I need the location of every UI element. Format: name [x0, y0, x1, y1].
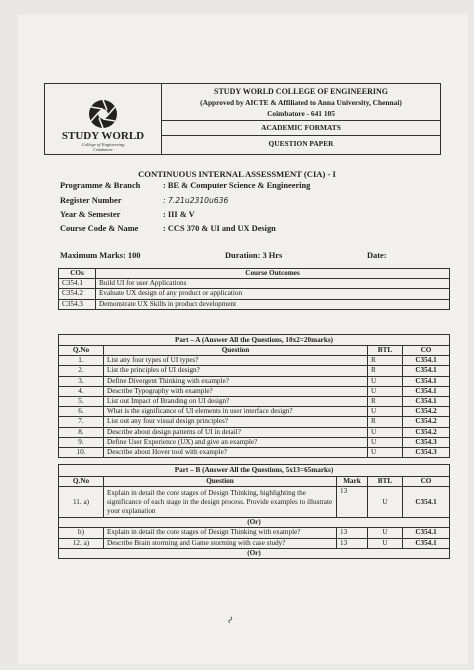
btl-level: U [368, 427, 403, 437]
co-code: C354.1 [403, 396, 450, 406]
co-code: C354.2 [403, 427, 450, 437]
co-code: C354.1 [403, 528, 450, 538]
logo-tagline: College of Engineering [81, 142, 125, 147]
table-cell: C354.2 [59, 289, 96, 299]
question-number: 4. [59, 386, 104, 396]
question-text: Explain in detail the core stages of Design Thinking with example? [104, 528, 337, 538]
logo-location: Coimbatore [93, 147, 113, 152]
question-text: Describe Typography with example? [104, 386, 368, 396]
btl-level: U [368, 487, 403, 518]
course-outcomes-table [58, 268, 450, 310]
co-code: C354.2 [403, 417, 450, 427]
co-code: C354.1 [403, 356, 450, 366]
table-cell: C354.3 [59, 299, 96, 309]
question-text: Define User Experience (UX) and give an example? [104, 437, 368, 447]
table-row [59, 289, 450, 299]
btl-level: U [368, 528, 403, 538]
table-header-row [59, 477, 450, 487]
question-number: 6. [59, 407, 104, 417]
table-row [59, 299, 450, 309]
table-header: Question [104, 477, 337, 487]
question-number: 2. [59, 366, 104, 376]
page-mark: ~ [221, 612, 239, 627]
college-logo [45, 84, 162, 154]
question-text: List out Impact of Branding on UI design? [104, 396, 368, 406]
question-text: Explain in detail the core stages of Design Thinking, highlighting the significance of each stage in the design process. Provide examples to illustrate your explanation [104, 487, 337, 518]
table-header: Q.No [59, 477, 104, 487]
field-label-year: Year & Semester [60, 210, 121, 219]
table-header: CO [403, 477, 450, 487]
co-code: C354.3 [403, 447, 450, 457]
co-code: C354.1 [403, 376, 450, 386]
table-row [59, 528, 450, 538]
btl-level: U [368, 538, 403, 548]
question-text: Define Divergent Thinking with example? [104, 376, 368, 386]
co-code: C354.1 [403, 538, 450, 548]
co-code: C354.3 [403, 437, 450, 447]
table-row [59, 447, 450, 457]
table-row [59, 356, 450, 366]
btl-level: U [368, 437, 403, 447]
question-number: 10. [59, 447, 104, 457]
table-header: CO [403, 346, 450, 356]
table-header: COs [59, 269, 96, 279]
co-code: C354.1 [403, 366, 450, 376]
marks: 13 [337, 538, 368, 548]
table-row [59, 538, 450, 548]
table-row [59, 427, 450, 437]
btl-level: U [368, 407, 403, 417]
btl-level: R [368, 356, 403, 366]
co-code: C354.1 [403, 386, 450, 396]
table-header: Question [104, 346, 368, 356]
college-approval: (Approved by AICTE & Affiliated to Anna University, Chennai) [200, 98, 402, 107]
marks: 13 [337, 487, 368, 518]
btl-level: R [368, 366, 403, 376]
table-cell: C354.1 [59, 279, 96, 289]
document-type-label: QUESTION PAPER [268, 139, 334, 148]
btl-level: U [368, 386, 403, 396]
table-header-row [59, 346, 450, 356]
co-code: C354.2 [403, 407, 450, 417]
question-text: List the principles of UI design? [104, 366, 368, 376]
question-number: 5. [59, 396, 104, 406]
btl-level: U [368, 376, 403, 386]
table-row [59, 487, 450, 518]
table-row [59, 386, 450, 396]
field-value-course: : CCS 370 & UI and UX Design [163, 224, 276, 233]
question-number: 1. [59, 356, 104, 366]
table-row [59, 407, 450, 417]
btl-level: R [368, 396, 403, 406]
question-number: 12. a) [59, 538, 104, 548]
table-header: Mark [337, 477, 368, 487]
btl-level: R [368, 417, 403, 427]
max-marks: Maximum Marks: 100 [60, 251, 141, 260]
table-row [59, 437, 450, 447]
duration: Duration: 3 Hrs [225, 251, 283, 260]
table-header: Course Outcomes [96, 269, 450, 279]
table-header: BTL [368, 346, 403, 356]
question-number: 8. [59, 427, 104, 437]
or-separator: (Or) [59, 548, 450, 558]
marks: 13 [337, 528, 368, 538]
college-location: Coimbatore - 641 105 [267, 109, 335, 118]
question-number: b) [59, 528, 104, 538]
field-value-programme: : BE & Computer Science & Engineering [163, 181, 311, 190]
table-row [59, 396, 450, 406]
table-header-row [59, 269, 450, 279]
field-value-register: : 7.21u2310u636 [163, 196, 229, 205]
question-text: List out any four visual design principles? [104, 417, 368, 427]
field-value-year: : III & V [163, 210, 195, 219]
camera-shutter-icon [45, 84, 161, 154]
question-text: What is the significance of UI elements in user interface design? [104, 407, 368, 417]
exam-title: CONTINUOUS INTERNAL ASSESSMENT (CIA) - I [138, 169, 336, 179]
table-cell: Demonstrate UX Skills in product development [96, 299, 450, 309]
table-header: Q.No [59, 346, 104, 356]
table-cell: Build UI for user Applications [96, 279, 450, 289]
college-name: STUDY WORLD COLLEGE OF ENGINEERING [214, 87, 388, 96]
question-text: Describe Brain storming and Game storming with case study? [104, 538, 337, 548]
question-number: 9. [59, 437, 104, 447]
table-row [59, 366, 450, 376]
question-text: Describe about design patterns of UI in detail? [104, 427, 368, 437]
co-code: C354.1 [403, 487, 450, 518]
part-a-table [58, 334, 450, 458]
part-b-table [58, 464, 450, 559]
table-row [59, 417, 450, 427]
part-a-title: Part – A (Answer All the Questions, 10x2=20marks) [59, 335, 450, 346]
question-number: 3. [59, 376, 104, 386]
part-b-title: Part – B (Answer All the Questions, 5x13=65marks) [59, 465, 450, 477]
or-separator: (Or) [59, 518, 450, 528]
field-label-programme: Programme & Branch [60, 181, 141, 190]
field-label-course: Course Code & Name [60, 224, 139, 233]
college-header [44, 83, 441, 155]
logo-name: STUDY WORLD [61, 130, 145, 142]
table-cell: Evaluate UX design of any product or application [96, 289, 450, 299]
question-number: 7. [59, 417, 104, 427]
question-text: Describe about Hover tool with example? [104, 447, 368, 457]
exam-date-label: Date: [367, 251, 387, 260]
field-label-register: Register Number [60, 196, 122, 205]
academic-formats-label: ACADEMIC FORMATS [261, 123, 341, 132]
question-number: 11. a) [59, 487, 104, 518]
table-row [59, 376, 450, 386]
question-text: List any four types of UI types? [104, 356, 368, 366]
btl-level: U [368, 447, 403, 457]
table-row [59, 279, 450, 289]
table-header: BTL [368, 477, 403, 487]
